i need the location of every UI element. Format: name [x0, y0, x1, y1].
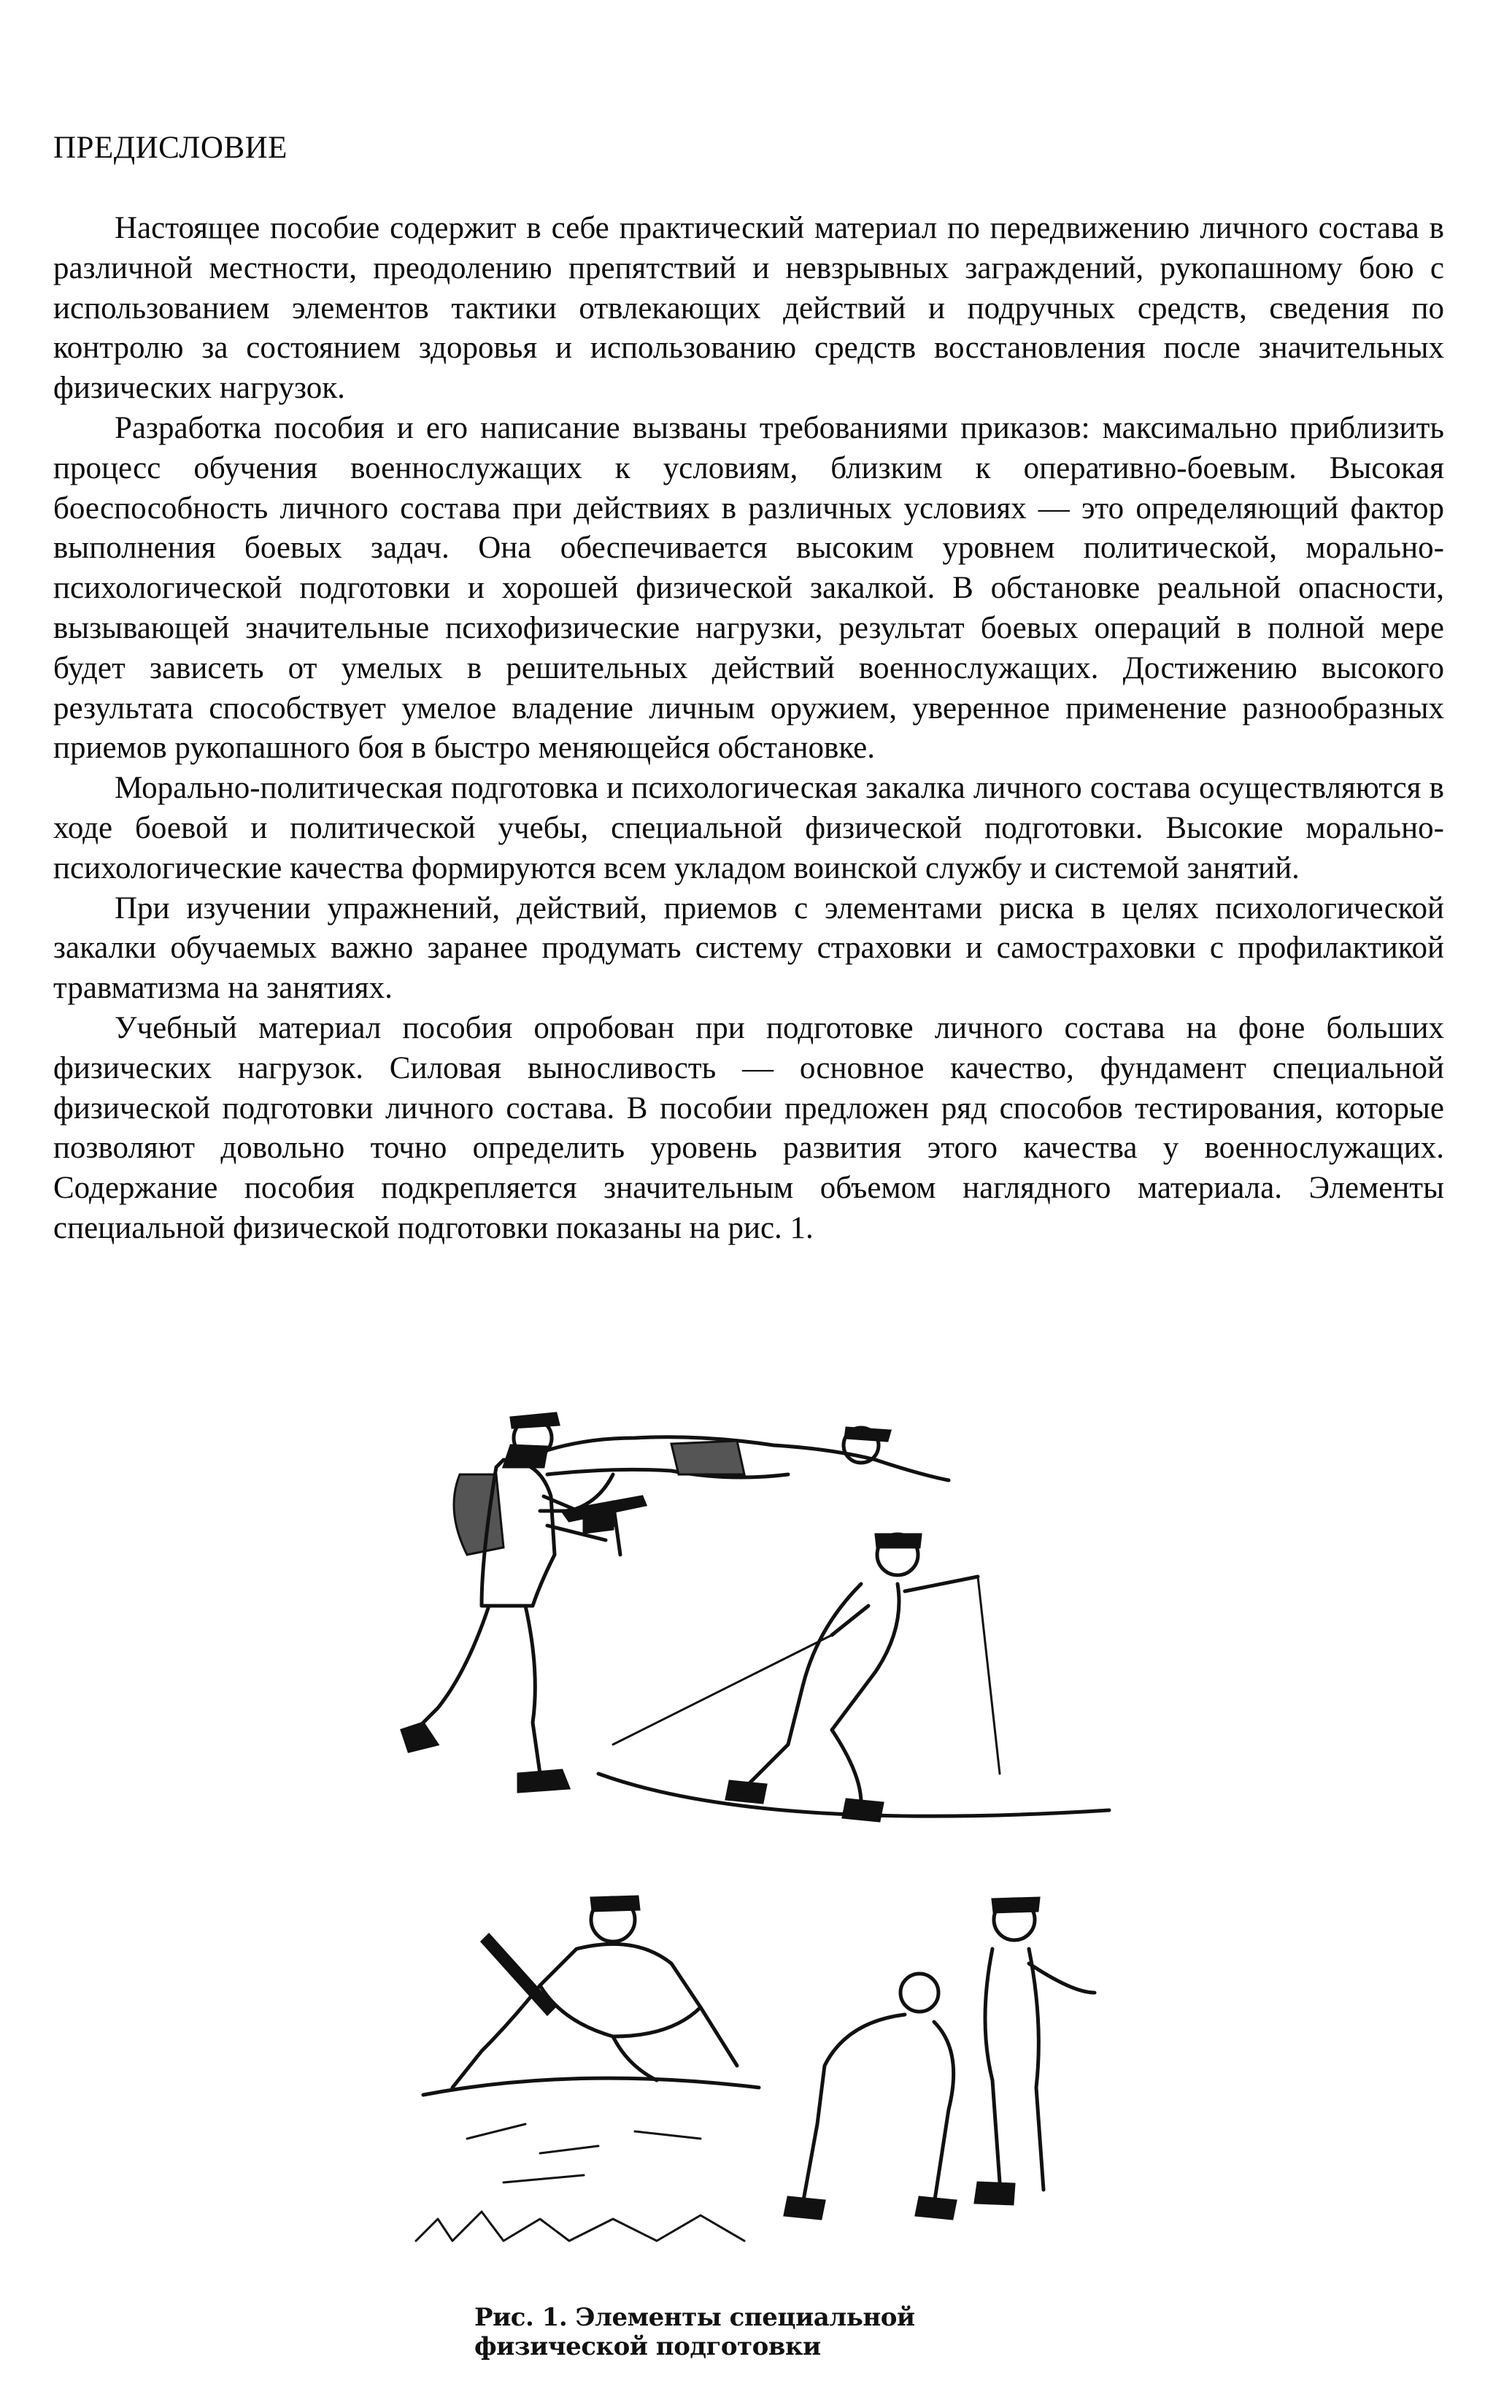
grappling-soldiers-sketch	[784, 1898, 1095, 2219]
obstacle-soldier-sketch	[416, 1896, 759, 2241]
paragraph-2: Разработка пособия и его написание вызваны требованиями приказов: максимально приблизить процесс обучения военнослужащих к условиям, близким к оперативно-боевым. Высокая боеспособность личного состава при действиях в различных условиях — это определяющий фактор выполнения боевых задач. Она обеспечивается высоким уровнем политической, морально-психологической подготовки и хорошей физической закалкой. В обстановке реальной опасности, вызывающей значительные психофизические нагрузки, результат боевых операций в полной мере будет зависеть от умелых в решительных действий военнослужащих. Достижению высокого результата способствует умелое владение личным оружием, уверенное применение разнообразных приемов рукопашного боя в быстро меняющейся обстановке.	[53, 410, 1444, 766]
figure-illustration	[394, 1365, 1124, 2270]
paragraph-4: При изучении упражнений, действий, приемов с элементами риска в целях психологической закалки обучаемых важно заранее продумать систему страховки и самостраховки с профилактикой травматизма на занятиях.	[53, 891, 1444, 1006]
paragraph-5: Учебный материал пособия опробован при подготовке личного состава на фоне больших физических нагрузок. Силовая выносливость — основное качество, фундамент специальной физической подготовки личного состава. В пособии предложен ряд способов тестирования, которые позволяют довольно точно определить уровень развития этого качества у военнослужащих. Содержание пособия подкрепляется значительным объемом наглядного материала. Элементы специальной физической подготовки показаны на рис. 1.	[53, 1010, 1444, 1245]
paragraph-1: Настоящее пособие содержит в себе практический материал по передвижению личного состава в различной местности, преодолению препятствий и невзрывных заграждений, рукопашному бою с использованием элементов тактики отвлекающих действий и подручных средств, сведения по контролю за состоянием здоровья и использованию средств восстановления после значительных физических нагрузок.	[53, 211, 1444, 406]
training-elements-drawing	[394, 1365, 1124, 2270]
paragraph-3: Морально-политическая подготовка и психологическая закалка личного состава осуществляются в ходе боевой и политической учебы, специальной физической подготовки. Высокие морально-психологические качества формируются всем укладом воинской службу и системой занятий.	[53, 771, 1444, 885]
skier-sketch	[598, 1534, 1109, 1821]
body-text	[53, 209, 1444, 1249]
figure-caption: Рис. 1. Элементы специальной физической подготовки	[474, 2303, 915, 2361]
section-heading: ПРЕДИСЛОВИЕ	[53, 131, 288, 165]
